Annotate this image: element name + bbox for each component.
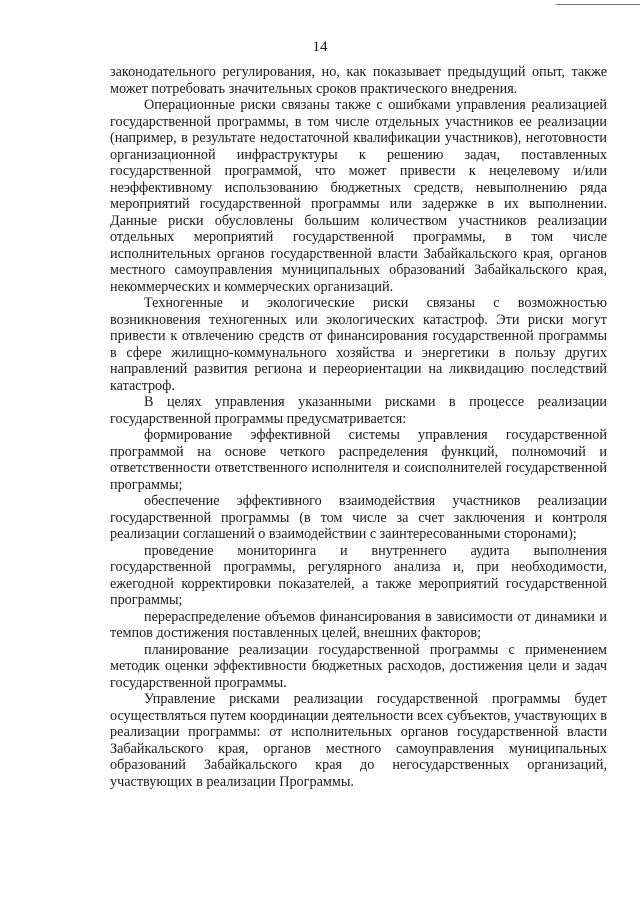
page-number: 14 <box>312 39 328 55</box>
list-item-monitoring: проведение мониторинга и внутреннего аудита выполнения государственной программы, регулярного анализа и, при необходимости, ежегодной корректировки показателей, а также мероприятий государственной программы; <box>110 542 607 608</box>
paragraph-technogenic-risks: Техногенные и экологические риски связаны с возможностью возникновения техногенных или экологических катастроф. Эти риски могут привести к отвлечению средств от финансирования государственной программы в сфере жилищно-коммунального хозяйства и энергетики в пользу других направлений развития региона и переориентации на ликвидацию последствий катастроф. <box>110 295 607 394</box>
paragraph-operational-risks: Операционные риски связаны также с ошибками управления реализацией государственной программы, в том числе отдельных участников ее реализации (например, в результате недостаточной квалификации участников), неготовности организационной инфраструктуры к решению задач, поставленных государственной программой, что может привести к нецелевому и/или неэффективному использованию бюджетных средств, невыполнению ряда мероприятий государственной программы или задержке в их выполнении. Данные риски обусловлены большим количеством участников реализации отдельных мероприятий государственной программы, в том числе исполнительных органов государственной власти Забайкальского края, органов местного самоуправления муниципальных образований Забайкальского края, некоммерческих и коммерческих организаций. <box>110 97 607 295</box>
paragraph-continuation: законодательного регулирования, но, как показывает предыдущий опыт, также может потребовать значительных сроков практического внедрения. <box>110 64 607 97</box>
list-item-redistribution: перераспределение объемов финансирования в зависимости от динамики и темпов достижения поставленных целей, внешних факторов; <box>110 608 607 641</box>
list-item-planning: планирование реализации государственной программы с применением методик оценки эффективности бюджетных расходов, достижения цели и задач государственной программы. <box>110 641 607 691</box>
header-rule <box>556 4 640 5</box>
paragraph-risk-coordination: Управление рисками реализации государственной программы будет осуществляться путем координации деятельности всех субъектов, участвующих в реализации программы: от исполнительных органов государственной власти Забайкальского края, органов местного самоуправления муниципальных образований Забайкальского края до негосударственных организаций, участвующих в реализации Программы. <box>110 691 607 790</box>
paragraph-risk-management-intro: В целях управления указанными рисками в процессе реализации государственной программы предусматривается: <box>110 394 607 427</box>
list-item-interaction: обеспечение эффективного взаимодействия участников реализации государственной программы (в том числе за счет заключения и контроля реализации соглашений о взаимодействии с заинтересованными сторонами); <box>110 493 607 542</box>
list-item-management-system: формирование эффективной системы управления государственной программой на основе четкого распределения функций, полномочий и ответственности ответственного исполнителя и соисполнителей государственной программы; <box>110 427 607 493</box>
body-text <box>110 64 607 790</box>
